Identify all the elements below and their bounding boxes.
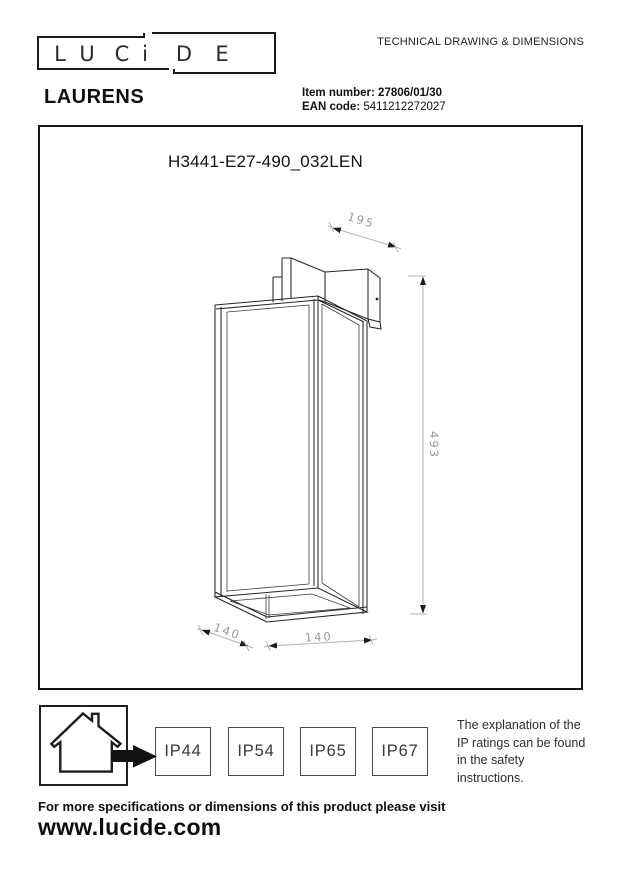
lamp-inner-edges	[227, 304, 359, 619]
ean-value: 5411212272027	[363, 101, 446, 113]
logo-letter: U	[79, 42, 95, 66]
arrow-right-icon	[111, 741, 159, 771]
ean-label: EAN code:	[302, 101, 361, 113]
dimension-label-depth: 195	[345, 209, 377, 231]
logo-letters	[54, 42, 228, 66]
product-name: LAURENS	[44, 86, 145, 108]
product-meta	[302, 86, 446, 114]
dimension-side	[197, 620, 253, 651]
ean-row	[302, 100, 446, 114]
item-number-value: 27806/01/30	[378, 87, 442, 99]
logo-border	[38, 33, 275, 73]
logo-letter: E	[215, 42, 229, 66]
more-info-text: For more specifications or dimensions of this product please visit	[38, 799, 446, 814]
ip-ratings-note: The explanation of the IP ratings can be found in the safety instructions.	[457, 718, 586, 785]
logo-letter: C	[114, 42, 130, 66]
document-title: TECHNICAL DRAWING & DIMENSIONS	[377, 36, 584, 48]
ip-rating-box-ip67: IP67	[372, 727, 428, 776]
wall-bracket	[273, 258, 381, 329]
dimension-label-width: 140	[304, 629, 334, 645]
ip-rating-box-ip44: IP44	[155, 727, 211, 776]
lamp-outline	[215, 296, 367, 622]
item-number-label: Item number:	[302, 87, 375, 99]
logo-letter: L	[54, 42, 66, 66]
item-number-row	[302, 86, 446, 100]
dimension-depth	[328, 209, 401, 252]
logo-letter: D	[175, 42, 193, 66]
dimension-height	[408, 276, 441, 614]
lucide-logo	[37, 32, 277, 76]
dimension-label-height: 493	[427, 431, 441, 459]
ip-rating-box-ip65: IP65	[300, 727, 356, 776]
drawing-frame	[38, 125, 583, 690]
dimension-width	[264, 629, 377, 651]
dimension-label-side: 140	[211, 620, 243, 643]
screw-hole	[376, 298, 379, 301]
ip-rating-box-ip54: IP54	[228, 727, 284, 776]
lamp-technical-drawing	[40, 127, 581, 684]
drawing-reference: H3441-E27-490_032LEN	[168, 152, 363, 171]
logo-letter: i	[142, 42, 148, 66]
website-link[interactable]: www.lucide.com	[38, 814, 222, 840]
